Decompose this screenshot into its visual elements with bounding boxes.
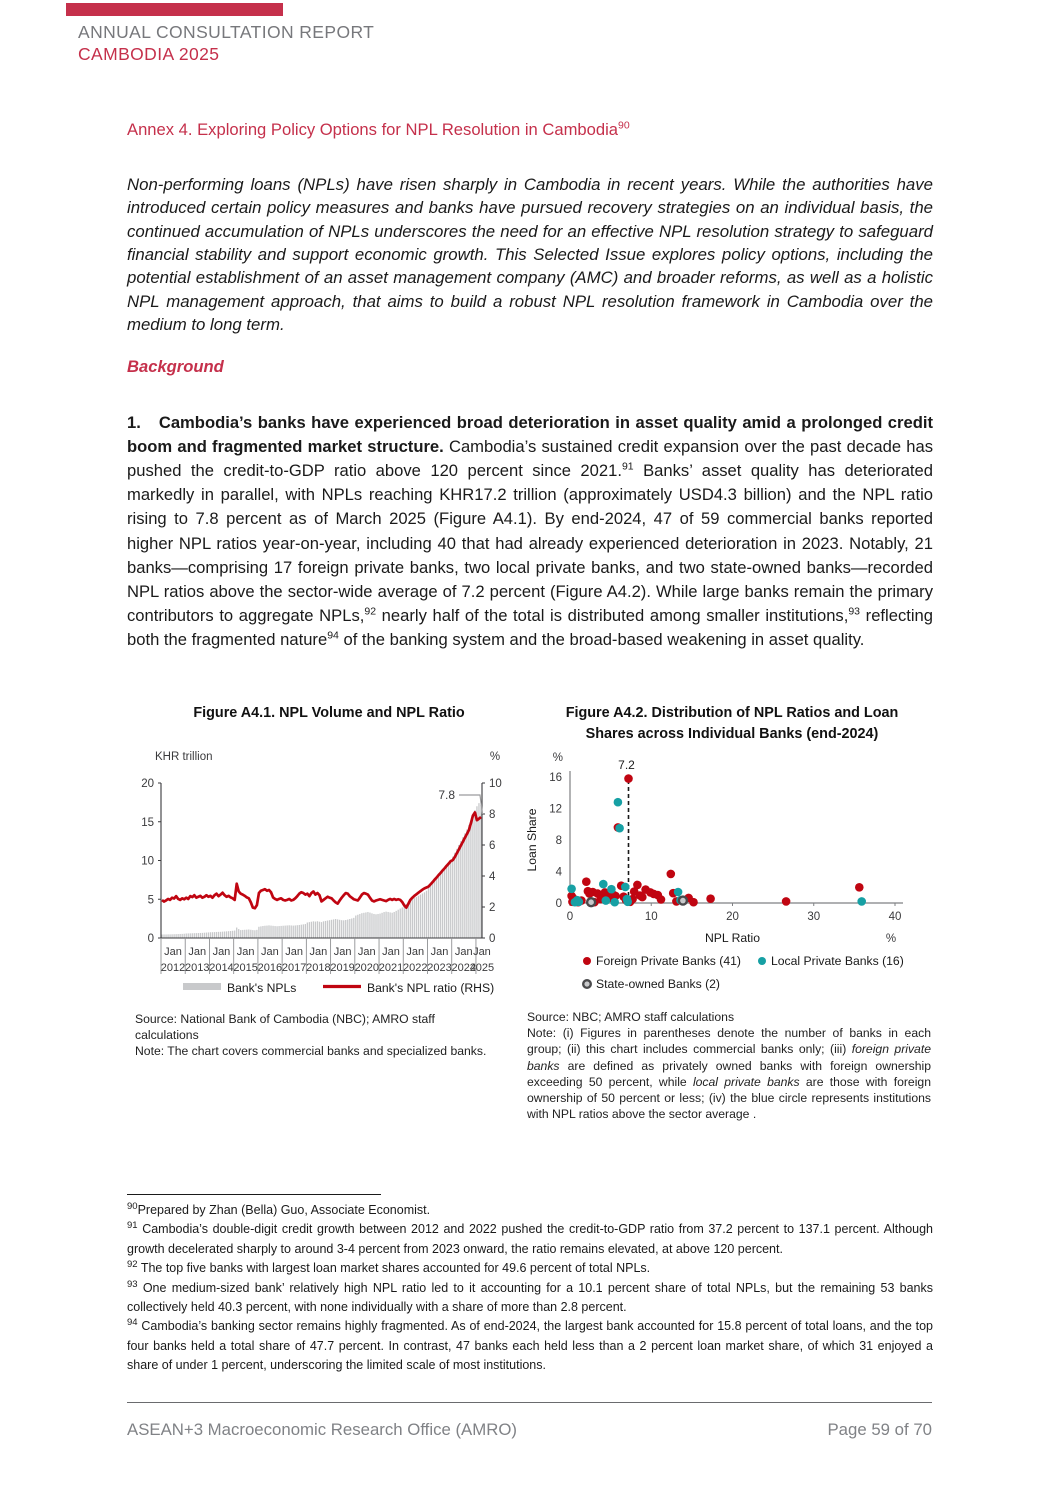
paragraph-1 xyxy=(127,411,933,653)
svg-text:KHR trillion: KHR trillion xyxy=(155,751,213,763)
footnote-91-marker: 91 xyxy=(127,1220,138,1232)
footnote-ref-90: 90 xyxy=(618,119,630,132)
footnote-94-marker: 94 xyxy=(127,1317,138,1329)
paragraph-1-seg3: nearly half of the total is distributed among smaller institutions, xyxy=(376,606,849,626)
figure-a41-note-line: Note: The chart covers commercial banks and specialized banks. xyxy=(135,1044,487,1059)
footnote-91 xyxy=(127,1220,933,1259)
figure-a42-title-line2: Shares across Individual Banks (end-2024) xyxy=(585,726,879,742)
footnote-91-text: Cambodia’s double-digit credit growth between 2012 and 2022 pushed the credit-to-GDP ratio from 37.2 percent to 137.1 percent. Although growth decelerated sharply to around 3-4 percent from 2023 onward, the ratio remains elevated, at above 120 percent. xyxy=(127,1222,933,1256)
svg-text:20: 20 xyxy=(726,911,739,923)
svg-text:0: 0 xyxy=(489,933,496,945)
svg-text:Jan: Jan xyxy=(382,946,400,958)
svg-text:%: % xyxy=(552,752,563,764)
svg-text:Loan Share: Loan Share xyxy=(525,808,539,872)
figures-row xyxy=(127,703,939,1203)
annex-title-text: Annex 4. Exploring Policy Options for NPL Resolution in Cambodia xyxy=(127,120,618,139)
footnote-separator xyxy=(127,1194,381,1195)
figure-a41 xyxy=(133,703,525,1059)
figure-a42-title xyxy=(525,703,939,745)
abstract-paragraph: Non-performing loans (NPLs) have risen sharply in Cambodia in recent years. While the authorities have introduced certain policy measures and banks have pursued recovery strategies on an individual basis, the continued accumulation of NPLs underscores the need for an effective NPL resolution strategy to safeguard financial stability and support economic growth. This Selected Issue explores policy options, including the potential establishment of an asset management company (AMC) and broader reforms, as well as a holistic NPL management approach, that aims to build a robust NPL resolution framework in Cambodia over the medium to long term. xyxy=(127,174,933,335)
footnotes-block xyxy=(127,1201,933,1376)
figure-a42-note-italic2: local private banks xyxy=(692,1074,800,1089)
footnote-94 xyxy=(127,1317,933,1375)
footer-office-name: ASEAN+3 Macroeconomic Research Office (AMRO) xyxy=(127,1420,517,1439)
paragraph-number: 1. xyxy=(127,412,141,432)
footnote-ref-91: 91 xyxy=(621,460,634,473)
svg-text:2017: 2017 xyxy=(281,962,307,974)
svg-text:40: 40 xyxy=(888,911,902,923)
svg-text:2013: 2013 xyxy=(184,962,210,974)
svg-text:10: 10 xyxy=(141,855,154,868)
svg-text:Bank's NPLs: Bank's NPLs xyxy=(227,981,297,995)
svg-text:Jan: Jan xyxy=(285,946,304,958)
footnote-92-marker: 92 xyxy=(127,1259,138,1271)
svg-text:2024: 2024 xyxy=(451,962,476,974)
svg-text:Jan: Jan xyxy=(309,946,328,958)
svg-text:Jan: Jan xyxy=(357,946,376,958)
svg-text:Jan: Jan xyxy=(333,946,352,958)
svg-text:Jan: Jan xyxy=(212,946,231,958)
svg-text:7.2: 7.2 xyxy=(618,758,635,772)
svg-text:6: 6 xyxy=(489,840,496,852)
svg-text:Local Private Banks (16): Local Private Banks (16) xyxy=(771,954,904,968)
svg-text:Jan: Jan xyxy=(236,946,255,958)
svg-text:%: % xyxy=(489,751,501,763)
svg-text:10: 10 xyxy=(644,911,658,923)
report-edition: CAMBODIA 2025 xyxy=(78,44,220,64)
footnote-ref-93: 93 xyxy=(848,605,861,618)
paragraph-1-seg4: reflecting both the fragmented nature xyxy=(127,606,933,650)
svg-text:0: 0 xyxy=(147,933,154,945)
svg-text:Jan: Jan xyxy=(454,946,473,958)
svg-text:16: 16 xyxy=(549,772,562,784)
annotation-7-8 xyxy=(438,788,482,814)
svg-text:15: 15 xyxy=(141,816,154,829)
svg-text:2: 2 xyxy=(489,902,496,914)
svg-text:4: 4 xyxy=(555,866,562,879)
svg-text:Jan: Jan xyxy=(430,946,449,958)
svg-text:7.8: 7.8 xyxy=(438,788,455,802)
svg-text:0: 0 xyxy=(555,898,562,910)
footnote-92-text: The top five banks with largest loan market shares accounted for 49.6 percent of total NPLs. xyxy=(137,1261,651,1276)
svg-text:20: 20 xyxy=(141,778,154,790)
figure-a41-source-note xyxy=(135,1011,520,1060)
svg-text:2021: 2021 xyxy=(378,962,404,974)
svg-text:2012: 2012 xyxy=(160,962,186,974)
svg-text:Bank's NPL ratio (RHS): Bank's NPL ratio (RHS) xyxy=(367,981,495,995)
svg-text:2020: 2020 xyxy=(354,962,380,974)
figure-a42-note-seg3: are those with foreign ownership of 50 percent or less; (iv) the blue circle represents institutions with NPL ratios above the sector average . xyxy=(527,1074,931,1122)
svg-text:%: % xyxy=(885,933,897,945)
footer-rule xyxy=(127,1402,932,1403)
paragraph-1-seg5: of the banking system and the broad-based weakening in asset quality. xyxy=(338,630,865,650)
svg-text:4: 4 xyxy=(489,871,496,883)
paragraph-1-bold-text: Cambodia’s banks have experienced broad deterioration in asset quality amid a prolonged credit boom and fragmented market structure. xyxy=(127,412,933,456)
figure-a42 xyxy=(525,703,939,1122)
annex-title xyxy=(127,120,935,140)
svg-text:2019: 2019 xyxy=(330,962,355,974)
footnote-90-text: Prepared by Zhan (Bella) Guo, Associate Economist. xyxy=(137,1203,431,1217)
figure-a42-legend xyxy=(583,954,904,991)
figure-a41-source-line1: Source: National Bank of Cambodia (NBC); AMRO staff xyxy=(135,1012,435,1026)
figure-a42-source: Source: NBC; AMRO staff calculations xyxy=(527,1010,735,1024)
footnote-93-text: One medium-sized bank’ relatively high NPL ratio led to it accounting for a 10.1 percent share of total NPLs, but the remaining 53 banks collectively held 40.3 percent, with none individually with a share of more than 2.8 percent. xyxy=(127,1280,933,1315)
svg-text:State-owned Banks (2): State-owned Banks (2) xyxy=(596,977,720,991)
svg-text:Jan: Jan xyxy=(473,946,491,958)
svg-text:10: 10 xyxy=(489,778,502,790)
svg-text:Jan: Jan xyxy=(188,946,207,958)
npl-ratio-loan-share-scatter-chart xyxy=(525,745,935,1005)
figure-a42-note xyxy=(527,1025,931,1122)
footnote-93-marker: 93 xyxy=(127,1278,138,1290)
footer-page-number: Page 59 of 70 xyxy=(827,1420,932,1439)
svg-text:2018: 2018 xyxy=(306,962,331,974)
svg-text:2025: 2025 xyxy=(469,962,495,974)
series-local-private xyxy=(567,798,866,907)
svg-text:8: 8 xyxy=(489,809,496,821)
footnote-92 xyxy=(127,1259,933,1278)
footnote-ref-94: 94 xyxy=(327,629,339,642)
scatter-axes xyxy=(525,752,903,945)
figure-a41-title: Figure A4.1. NPL Volume and NPL Ratio xyxy=(193,705,465,721)
paragraph-1-seg2: Banks’ asset quality has deteriorated markedly in parallel, with NPLs reaching KHR17.2 trillion (approximately USD4.3 billion) and the NPL ratio rising to 7.8 percent as of March 2025 (Figure A4.1). By end-2024, 47 of 59 commercial banks reported higher NPL ratios year-on-year, including 40 that had already experienced deterioration in 2023. Notably, 21 banks—comprising 17 foreign private banks, two local private banks, and two state-owned banks—recorded NPL ratios above the sector-wide average of 7.2 percent (Figure A4.2). While large banks remain the primary contributors to aggregate NPLs, xyxy=(127,461,933,626)
svg-text:30: 30 xyxy=(807,911,821,923)
svg-text:2015: 2015 xyxy=(233,962,258,974)
npl-volume-and-ratio-chart xyxy=(133,743,525,1005)
footnote-93 xyxy=(127,1279,933,1318)
bars-series xyxy=(161,803,481,938)
figure-a42-source-note xyxy=(527,1009,931,1122)
section-heading: Background xyxy=(127,357,224,376)
svg-text:2023: 2023 xyxy=(427,962,452,974)
chart-axes xyxy=(141,778,502,945)
figure-a41-source-line2: calculations xyxy=(135,1028,199,1043)
footnote-90 xyxy=(127,1201,933,1220)
svg-text:Jan: Jan xyxy=(261,946,279,958)
figure-a41-legend xyxy=(183,981,494,995)
svg-text:8: 8 xyxy=(555,835,562,847)
svg-text:2022: 2022 xyxy=(403,962,428,974)
svg-text:Foreign Private Banks (41): Foreign Private Banks (41) xyxy=(596,954,741,968)
svg-text:2016: 2016 xyxy=(257,962,283,974)
footnote-94-text: Cambodia’s banking sector remains highly fragmented. As of end-2024, the largest bank accounted for 15.8 percent of total loans, and the top four banks held a total share of 47.7 percent. In contrast, 47 banks each held less than a 2 percent loan market share, of which 31 enjoyed a share of under 1 percent, underscoring the limited scale of most institutions. xyxy=(127,1319,933,1373)
svg-text:12: 12 xyxy=(549,803,562,816)
figure-a42-note-seg1: Note: (i) Figures in parentheses denote the number of banks in each group; (ii) this chart includes commercial banks only; (iii) xyxy=(527,1026,931,1057)
figure-a42-note-italic1: foreign private banks xyxy=(527,1042,931,1073)
figure-a42-title-line1: Figure A4.2. Distribution of NPL Ratios and Loan xyxy=(565,705,899,721)
svg-text:Jan: Jan xyxy=(164,946,182,958)
x-axis-labels xyxy=(161,938,494,974)
footnote-ref-92: 92 xyxy=(364,605,377,618)
brand-bar xyxy=(66,3,283,16)
footnote-90-marker: 90 xyxy=(127,1200,138,1212)
svg-text:NPL Ratio: NPL Ratio xyxy=(704,931,761,945)
svg-text:Jan: Jan xyxy=(406,946,425,958)
svg-text:5: 5 xyxy=(147,894,154,907)
svg-text:0: 0 xyxy=(566,911,574,923)
paragraph-1-seg1: Cambodia’s sustained credit expansion over the past decade has pushed the credit-to-GDP ratio above 120 percent since 2021. xyxy=(127,436,933,480)
svg-text:2014: 2014 xyxy=(209,962,234,974)
report-title: ANNUAL CONSULTATION REPORT xyxy=(78,22,375,42)
figure-a42-note-seg2: are defined as privately owned banks with foreign ownership exceeding 50 percent, while xyxy=(527,1058,931,1089)
